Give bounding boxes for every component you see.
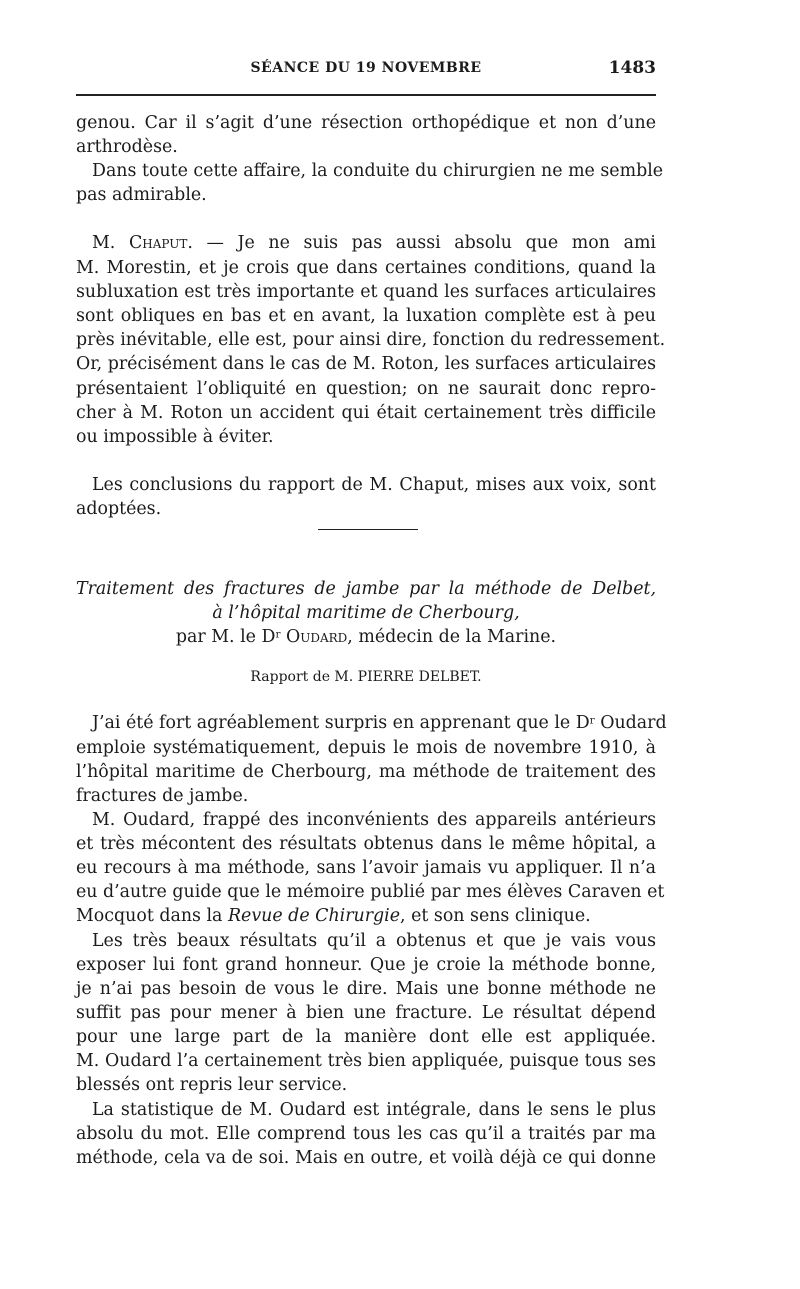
page-number: 1483 <box>608 58 656 78</box>
text-line: Dans toute cette affaire, la conduite du chirurgien ne me semble <box>92 161 664 181</box>
author-name: Oudard <box>285 627 348 647</box>
journal-title: Revue de Chirurgie <box>227 906 401 926</box>
text-sup: r <box>589 714 595 727</box>
text-line: exposer lui font grand honneur. Que je croie la méthode bonne, <box>76 955 656 975</box>
report-byline: Rapport de M. PIERRE DELBET. <box>250 669 482 685</box>
article-title-line: à l’hôpital maritime de Cherbourg, <box>212 603 520 623</box>
article-title-line: Traitement des fractures de jambe par la méthode de Delbet, <box>76 579 656 599</box>
header-rule <box>76 94 656 96</box>
text-line: M. Morestin, et je crois que dans certaines conditions, quand la <box>76 258 656 278</box>
text-line: pas admirable. <box>76 185 207 205</box>
speaker-line <box>92 232 656 254</box>
speaker-text: — Je ne suis pas aussi absolu que mon ami <box>206 233 656 253</box>
text-line: eu d’autre guide que le mémoire publié par mes élèves Caraven et <box>76 882 665 902</box>
header-title: SÉANCE DU 19 NOVEMBRE <box>250 60 482 76</box>
text-line: eu recours à ma méthode, sans l’avoir jamais vu appliquer. Il n’a <box>76 858 656 878</box>
author-prefix: par M. le D <box>175 627 276 647</box>
text-line: près inévitable, elle est, pour ainsi dire, fonction du redressement. <box>76 330 666 350</box>
text-line: cher à M. Roton un accident qui était certainement très difficile <box>76 403 656 423</box>
text-line: absolu du mot. Elle comprend tous les cas qu’il a traités par ma <box>76 1124 656 1144</box>
running-header <box>76 56 656 86</box>
text-line: sont obliques en bas et en avant, la luxation complète est à peu <box>76 306 656 326</box>
text-line: pour une large part de la manière dont elle est appliquée. <box>76 1027 656 1047</box>
section-separator <box>318 529 418 530</box>
text-line <box>76 905 656 927</box>
text-line: arthrodèse. <box>76 137 178 157</box>
text-line: La statistique de M. Oudard est intégrale, dans le sens le plus <box>92 1100 656 1120</box>
author-prefix-sup: r <box>275 628 281 641</box>
text-fragment: Oudard <box>594 713 667 733</box>
text-line: adoptées. <box>76 499 162 519</box>
text-line: subluxation est très importante et quand les surfaces articulaires <box>76 282 656 302</box>
author-suffix: , médecin de la Marine. <box>347 627 557 647</box>
text-line: je n’ai pas besoin de vous le dire. Mais une bonne méthode ne <box>76 979 656 999</box>
text-line: Les conclusions du rapport de M. Chaput, mises aux voix, sont <box>92 475 656 495</box>
text-line: suffit pas pour mener à bien une fracture. Le résultat dépend <box>76 1003 656 1023</box>
text-line: méthode, cela va de soi. Mais en outre, et voilà déjà ce qui donne <box>76 1148 656 1168</box>
text-line: Les très beaux résultats qu’il a obtenus et que je vais vous <box>92 931 656 951</box>
text-line: emploie systématiquement, depuis le mois de novembre 1910, à <box>76 738 656 758</box>
text-line: blessés ont repris leur service. <box>76 1075 348 1095</box>
text-line: ou impossible à éviter. <box>76 427 274 447</box>
text-line: genou. Car il s’agit d’une résection orthopédique et non d’une <box>76 113 656 133</box>
article-author-line <box>76 626 656 648</box>
text-fragment: , et son sens clinique. <box>400 906 591 926</box>
text-line: M. Oudard l’a certainement très bien appliquée, puisque tous ses <box>76 1051 656 1071</box>
text-fragment: Mocquot dans la <box>76 906 228 926</box>
text-fragment: J’ai été fort agréablement surpris en apprenant que le D <box>92 713 590 733</box>
text-line: M. Oudard, frappé des inconvénients des appareils antérieurs <box>92 810 656 830</box>
text-line: Or, précisément dans le cas de M. Roton, les surfaces articulaires <box>76 354 656 374</box>
text-line: présentaient l’obliquité en question; on ne saurait donc repro- <box>76 379 656 399</box>
text-line: fractures de jambe. <box>76 786 249 806</box>
speaker-name: M. Chaput. <box>92 233 193 253</box>
text-line: l’hôpital maritime de Cherbourg, ma méthode de traitement des <box>76 762 656 782</box>
text-line: et très mécontent des résultats obtenus dans le même hôpital, a <box>76 834 656 854</box>
text-line <box>92 712 667 734</box>
